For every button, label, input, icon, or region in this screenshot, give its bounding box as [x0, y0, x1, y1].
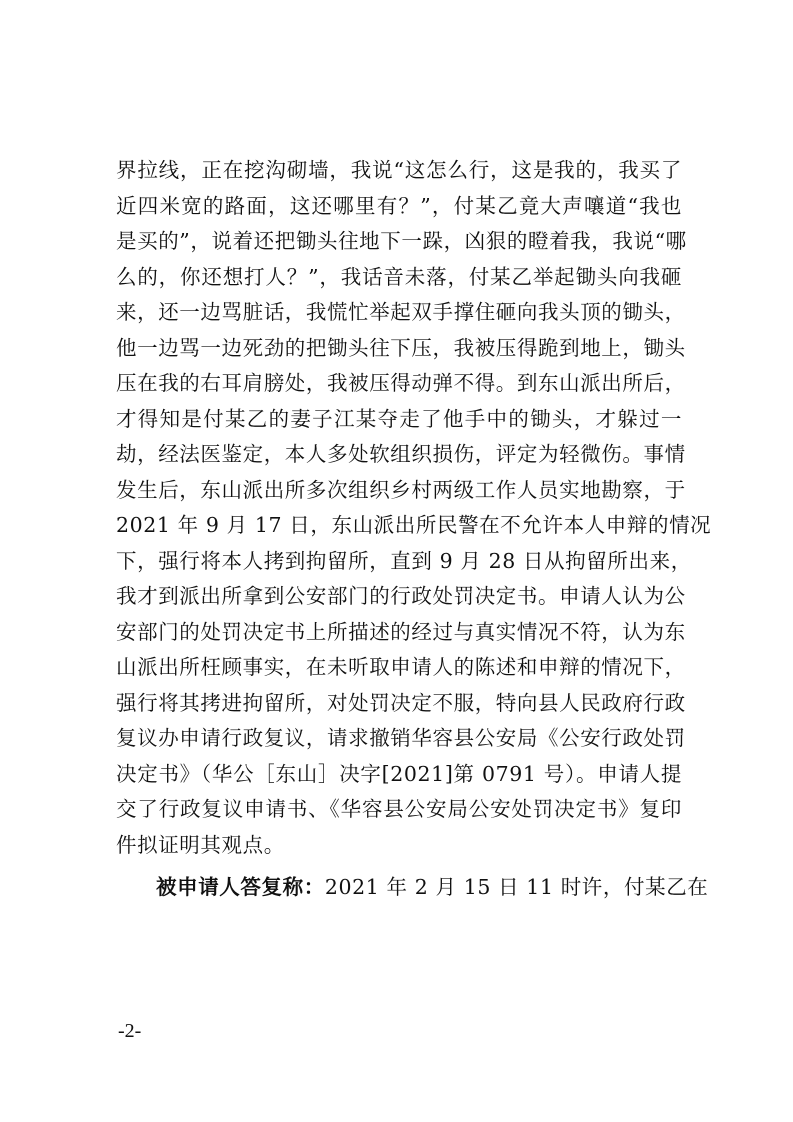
text-line: 交了行政复议申请书、《华容县公安局公安处罚决定书》复印 — [116, 797, 682, 821]
text-line: 决定书》（华公［东山］决字[2021]第 0791 号）。申请人提 — [116, 761, 682, 786]
text-line: 发生后，东山派出所多次组织乡村两级工作人员实地勘察，于 — [116, 477, 686, 502]
text-line: 下，强行将本人拷到拘留所，直到 9 月 28 日从拘留所出来， — [116, 548, 692, 573]
text-line: 复议办申请行政复议，请求撤销华容县公安局《公安行政处罚 — [116, 726, 686, 750]
text-line: 压在我的右耳肩膀处，我被压得动弹不得。到东山派出所后， — [116, 371, 686, 395]
page-number: -2- — [118, 1020, 142, 1042]
text-line: 山派出所枉顾事实，在未听取申请人的陈述和申辩的情况下， — [116, 655, 686, 679]
text-line: 界拉线，正在挖沟砌墙，我说“这怎么行，这是我的，我买了 — [116, 158, 682, 182]
text-line: 我才到派出所拿到公安部门的行政处罚决定书。申请人认为公 — [116, 584, 686, 608]
respondent-reply-line — [116, 870, 709, 906]
text-line: 劫，经法医鉴定，本人多处软组织损伤，评定为轻微伤。事情 — [116, 442, 686, 466]
respondent-reply-text: 2021 年 2 月 15 日 11 时许，付某乙在 — [324, 875, 709, 899]
text-line: 安部门的处罚决定书上所描述的经过与真实情况不符，认为东 — [116, 619, 686, 644]
respondent-reply-label: 被申请人答复称： — [156, 875, 325, 899]
text-line: 强行将其拷进拘留所，对处罚决定不服，特向县人民政府行政 — [116, 690, 686, 715]
document-body — [116, 153, 712, 906]
text-line: 来，还一边骂脏话，我慌忙举起双手撑住砸向我头顶的锄头， — [116, 300, 686, 324]
text-line: 件拟证明其观点。 — [116, 832, 285, 857]
text-line: 近四米宽的路面，这还哪里有？”，付某乙竟大声嚷道“我也 — [116, 193, 682, 218]
text-line: 么的，你还想打人？”，我话音未落，付某乙举起锄头向我砸 — [116, 264, 682, 289]
text-line: 他一边骂一边死劲的把锄头往下压，我被压得跪到地上，锄头 — [116, 335, 686, 360]
text-line: 是买的”，说着还把锄头往地下一跺，凶狠的瞪着我，我说“哪 — [116, 229, 687, 253]
text-line: 才得知是付某乙的妻子江某夺走了他手中的锄头，才躲过一 — [116, 406, 682, 431]
text-line: 2021 年 9 月 17 日，东山派出所民警在不允许本人申辩的情况 — [116, 513, 712, 537]
